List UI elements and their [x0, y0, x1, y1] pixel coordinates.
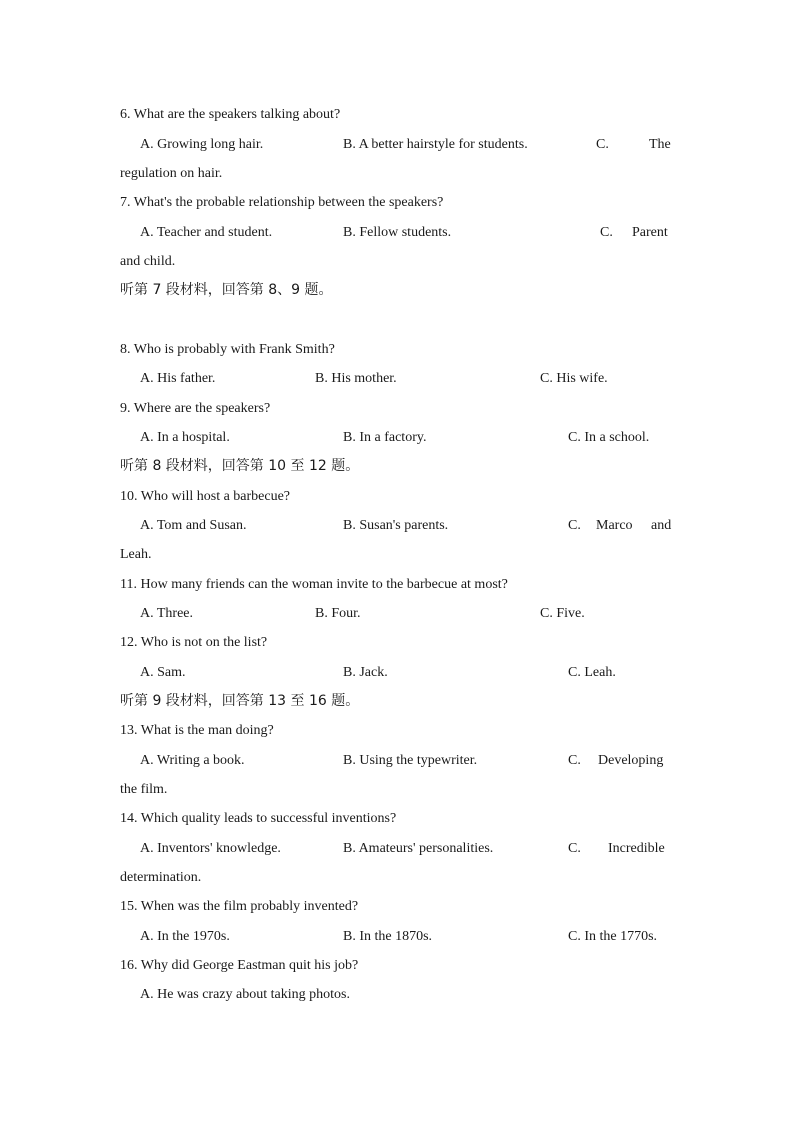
- question-13-option-c-continued: the film.: [120, 782, 168, 797]
- question-7-option-a: A. Teacher and student.: [140, 225, 273, 240]
- question-15-stem: 15. When was the film probably invented?: [120, 899, 359, 914]
- question-13-option-c-label: C.: [568, 753, 581, 768]
- question-10-option-b: B. Susan's parents.: [343, 518, 449, 533]
- question-14-stem: 14. Which quality leads to successful inventions?: [120, 811, 397, 826]
- question-6-option-c-text: The: [649, 137, 671, 152]
- question-7-option-b: B. Fellow students.: [343, 225, 452, 240]
- question-6-option-b: B. A better hairstyle for students.: [343, 137, 528, 152]
- question-16-stem: 16. Why did George Eastman quit his job?: [120, 958, 359, 973]
- question-6-option-c-label: C.: [596, 137, 609, 152]
- question-12-option-c: C. Leah.: [568, 665, 616, 680]
- question-7-option-c-text: Parent: [632, 225, 668, 240]
- question-9-option-c: C. In a school.: [568, 430, 650, 445]
- question-10-option-c-text: Marco: [596, 518, 633, 533]
- question-12-option-a: A. Sam.: [140, 665, 186, 680]
- question-14-option-c-label: C.: [568, 841, 581, 856]
- question-8-stem: 8. Who is probably with Frank Smith?: [120, 342, 335, 357]
- question-13-option-b: B. Using the typewriter.: [343, 753, 478, 768]
- question-9-stem: 9. Where are the speakers?: [120, 401, 271, 416]
- question-11-option-a: A. Three.: [140, 606, 193, 621]
- question-9-option-b: B. In a factory.: [343, 430, 427, 445]
- question-13-stem: 13. What is the man doing?: [120, 723, 274, 738]
- question-16-option-a: A. He was crazy about taking photos.: [140, 987, 350, 1002]
- question-12-stem: 12. Who is not on the list?: [120, 635, 268, 650]
- question-10-option-c-and: and: [651, 518, 672, 533]
- question-10-option-c-continued: Leah.: [120, 547, 152, 562]
- question-12-option-b: B. Jack.: [343, 665, 388, 680]
- question-7-option-c-label: C.: [600, 225, 613, 240]
- question-14-option-a: A. Inventors' knowledge.: [140, 841, 281, 856]
- question-6-option-a: A. Growing long hair.: [140, 137, 264, 152]
- question-13-option-c-text: Developing: [598, 753, 664, 768]
- question-8-option-c: C. His wife.: [540, 371, 608, 386]
- question-13-option-a: A. Writing a book.: [140, 753, 245, 768]
- question-10-option-a: A. Tom and Susan.: [140, 518, 247, 533]
- question-15-option-c: C. In the 1770s.: [568, 929, 658, 944]
- question-15-option-b: B. In the 1870s.: [343, 929, 433, 944]
- section-7-heading: 听第 7 段材料，回答第 8、9 题。: [120, 282, 333, 298]
- question-8-option-a: A. His father.: [140, 371, 216, 386]
- question-11-option-c: C. Five.: [540, 606, 585, 621]
- question-6-option-c-continued: regulation on hair.: [120, 166, 223, 181]
- question-7-stem: 7. What's the probable relationship between the speakers?: [120, 195, 444, 210]
- question-7-option-c-continued: and child.: [120, 254, 176, 269]
- question-11-option-b: B. Four.: [315, 606, 361, 621]
- question-14-option-c-continued: determination.: [120, 870, 202, 885]
- question-15-option-a: A. In the 1970s.: [140, 929, 230, 944]
- question-8-option-b: B. His mother.: [315, 371, 397, 386]
- section-9-heading: 听第 9 段材料，回答第 13 至 16 题。: [120, 693, 360, 709]
- question-14-option-b: B. Amateurs' personalities.: [343, 841, 494, 856]
- question-10-stem: 10. Who will host a barbecue?: [120, 489, 291, 504]
- question-14-option-c-text: Incredible: [608, 841, 665, 856]
- question-9-option-a: A. In a hospital.: [140, 430, 230, 445]
- question-11-stem: 11. How many friends can the woman invite to the barbecue at most?: [120, 577, 508, 592]
- question-6-stem: 6. What are the speakers talking about?: [120, 107, 341, 122]
- question-10-option-c-label: C.: [568, 518, 581, 533]
- section-8-heading: 听第 8 段材料，回答第 10 至 12 题。: [120, 458, 360, 474]
